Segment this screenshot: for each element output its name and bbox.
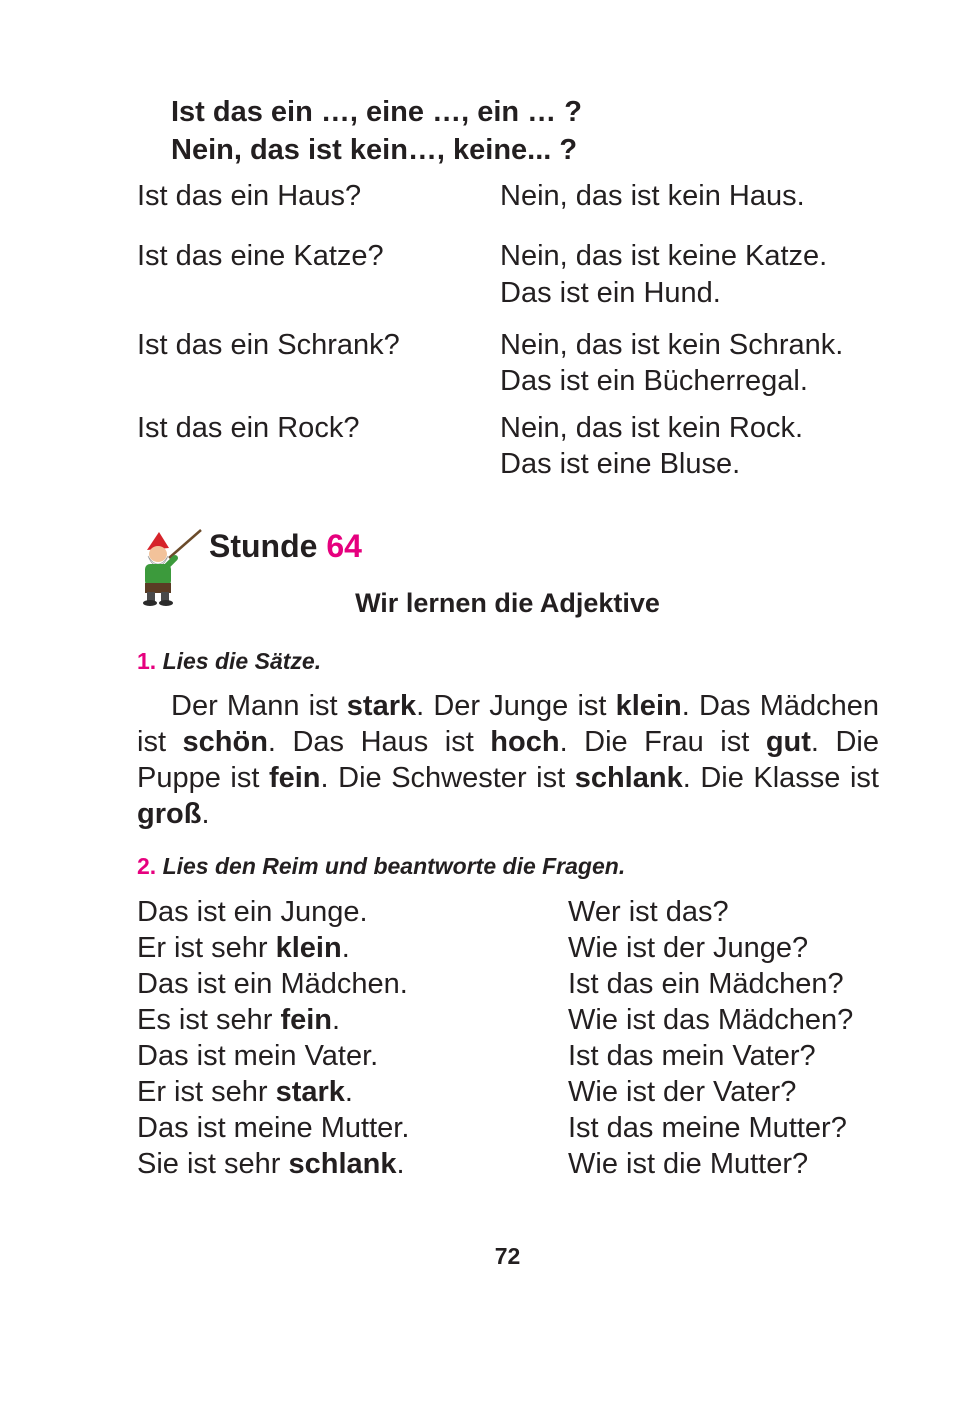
question-4: Ist das ein Rock? bbox=[137, 412, 360, 444]
adjective-bold: klein bbox=[615, 690, 682, 722]
answer-3-line-2: Das ist ein Bücherregal. bbox=[500, 365, 808, 397]
rhyme-line: Er ist sehr stark. bbox=[137, 1076, 353, 1108]
adjective-bold: schlank bbox=[574, 762, 683, 794]
task-1-instruction: Lies die Sätze. bbox=[162, 648, 322, 674]
question-line: Wie ist die Mutter? bbox=[568, 1148, 809, 1180]
rhyme-line: Sie ist sehr schlank. bbox=[137, 1148, 405, 1180]
sentence-text: . Die Frau ist bbox=[559, 726, 766, 758]
sentence-text: . bbox=[201, 798, 210, 830]
adjective-bold: schön bbox=[182, 726, 268, 758]
answer-3-line-1: Nein, das ist kein Schrank. bbox=[500, 329, 844, 361]
adjective-bold: stark bbox=[275, 1076, 345, 1108]
adjective-bold: groß bbox=[137, 798, 202, 830]
rhyme-line: Das ist ein Mädchen. bbox=[137, 968, 408, 1000]
lesson-title bbox=[209, 528, 362, 565]
question-line: Ist das ein Mädchen? bbox=[568, 968, 844, 1000]
adjective-bold: hoch bbox=[490, 726, 560, 758]
question-3: Ist das ein Schrank? bbox=[137, 329, 400, 361]
rhyme-line: Er ist sehr klein. bbox=[137, 932, 350, 964]
question-line: Ist das meine Mutter? bbox=[568, 1112, 847, 1144]
question-line: Wer ist das? bbox=[568, 896, 729, 928]
answer-1-line-1: Nein, das ist kein Haus. bbox=[500, 180, 805, 212]
adjective-bold: gut bbox=[765, 726, 811, 758]
sentence-text: . Der Junge ist bbox=[416, 690, 616, 722]
rhyme-line: Das ist meine Mutter. bbox=[137, 1112, 410, 1144]
sentence-text: . Das Haus ist bbox=[267, 726, 491, 758]
rhyme-column bbox=[137, 894, 409, 1182]
question-line: Wie ist das Mädchen? bbox=[568, 1004, 854, 1036]
adjective-bold: klein bbox=[275, 932, 342, 964]
lesson-number: 64 bbox=[326, 528, 362, 564]
adjective-bold: stark bbox=[346, 690, 417, 722]
question-1: Ist das ein Haus? bbox=[137, 180, 362, 212]
sentence-text: . Das Mädchen ist bbox=[137, 690, 879, 758]
answer-4-line-1: Nein, das ist kein Rock. bbox=[500, 412, 804, 444]
answer-4-line-2: Das ist eine Bluse. bbox=[500, 448, 741, 480]
task-2-heading bbox=[137, 853, 625, 880]
task-2-instruction: Lies den Reim und beantworte die Fragen. bbox=[162, 853, 626, 879]
question-line: Wie ist der Junge? bbox=[568, 932, 809, 964]
adjective-bold: fein bbox=[280, 1004, 332, 1036]
task-1-heading bbox=[137, 648, 321, 675]
task-1-paragraph bbox=[137, 688, 879, 832]
adjective-bold: fein bbox=[268, 762, 321, 794]
page-number: 72 bbox=[494, 1243, 521, 1269]
question-line: Wie ist der Vater? bbox=[568, 1076, 797, 1108]
heading-line-1: Ist das ein …, eine …, ein … ? bbox=[171, 96, 582, 128]
task-1-number: 1. bbox=[137, 648, 157, 674]
lesson-subtitle: Wir lernen die Adjektive bbox=[355, 588, 660, 618]
questions-column bbox=[568, 894, 853, 1182]
rhyme-line: Es ist sehr fein. bbox=[137, 1004, 341, 1036]
rhyme-line: Das ist ein Junge. bbox=[137, 896, 368, 928]
rhyme-line: Das ist mein Vater. bbox=[137, 1040, 379, 1072]
sentence-text: Der Mann ist bbox=[171, 690, 347, 722]
answer-2-line-1: Nein, das ist keine Katze. bbox=[500, 240, 828, 272]
question-2: Ist das eine Katze? bbox=[137, 240, 384, 272]
adjective-bold: schlank bbox=[288, 1148, 397, 1180]
sentence-text: . Die Klasse ist bbox=[682, 762, 879, 794]
question-line: Ist das mein Vater? bbox=[568, 1040, 816, 1072]
heading-line-2: Nein, das ist kein…, keine... ? bbox=[171, 134, 578, 166]
answer-2-line-2: Das ist ein Hund. bbox=[500, 277, 721, 309]
task-2-number: 2. bbox=[137, 853, 157, 879]
lesson-label: Stunde bbox=[209, 528, 318, 564]
sentence-text: . Die Schwester ist bbox=[320, 762, 575, 794]
sentence-text: . Die Puppe ist bbox=[137, 726, 880, 794]
